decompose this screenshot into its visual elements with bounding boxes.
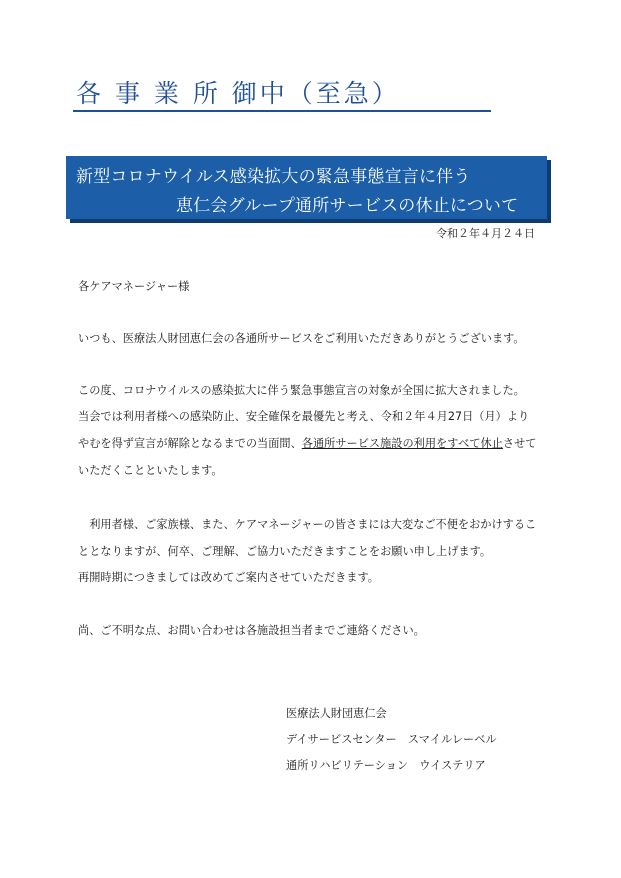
paragraph-2-line-1: この度、コロナウイルスの感染拡大に伴う緊急事態宣言の対象が全国に拡大されました。 (78, 384, 525, 397)
paragraph-2-line-4: いただくことといたします。 (78, 464, 223, 477)
paragraph-3-line-1: 利用者様、ご家族様、また、ケアマネージャーの皆さまには大変なご不便をおかけするこ (78, 518, 537, 531)
addressee-heading: 各 事 業 所 御中（至急） (76, 79, 400, 108)
issue-date: 令和２年４月２４日 (436, 227, 535, 240)
paragraph-2-line-3-end: させて (502, 437, 537, 450)
paragraph-2-line-2: 当会では利用者様への感染防止、安全確保を最優先と考え、令和２年４月27日（月）より (78, 410, 530, 423)
salutation: 各ケアマネージャー様 (78, 280, 190, 293)
paragraph-3-line-2: ととなりますが、何卒、ご理解、ご協力いただきますことをお願い申し上げます。 (78, 545, 492, 558)
suspension-notice-underlined: 各通所サービス施設の利用をすべて休止 (301, 437, 503, 450)
paragraph-2-line-3 (78, 437, 537, 451)
title-banner (66, 156, 547, 219)
paragraph-greeting: いつも、医療法人財団恵仁会の各通所サービスをご利用いただきありがとうございます。 (78, 332, 525, 345)
banner-title-line1: 新型コロナウイルス感染拡大の緊急事態宣言に伴う (76, 167, 471, 187)
addressee-underline (73, 110, 491, 112)
banner-title-line2: 恵仁会グループ通所サービスの休止について (176, 196, 519, 216)
signature-facility-rehabilitation: 通所リハビリテーション ウイステリア (286, 759, 486, 772)
signature-facility-day-service: デイサービスセンター スマイルレーベル (286, 733, 497, 746)
paragraph-2-line-3-start: やむを得ず宣言が解除となるまでの当面間、 (78, 437, 302, 450)
paragraph-contact: 尚、ご不明な点、お問い合わせは各施設担当者までご連絡ください。 (78, 624, 425, 637)
signature-organization: 医療法人財団恵仁会 (286, 707, 387, 720)
paragraph-3-line-3: 再開時期につきましては改めてご案内させていただきます。 (78, 571, 379, 584)
